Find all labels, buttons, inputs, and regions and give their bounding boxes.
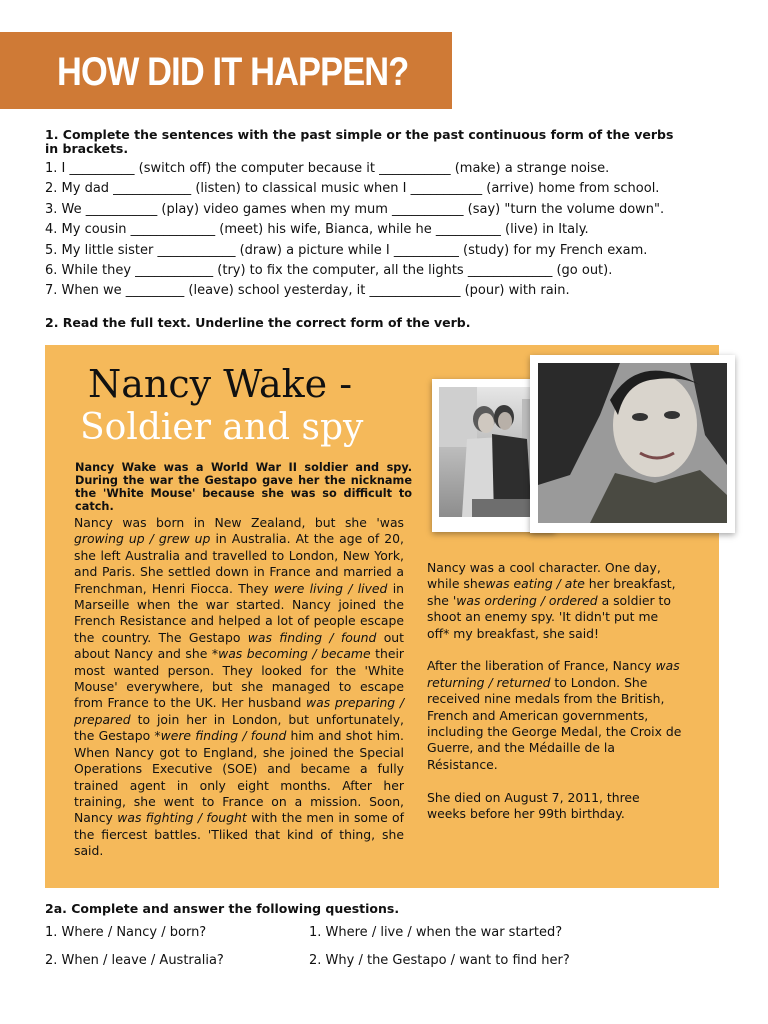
list-item: 1. Where / live / when the war started? bbox=[309, 925, 563, 940]
list-item: 2. When / leave / Australia? bbox=[45, 953, 224, 968]
text: After the liberation of France, Nancy bbox=[427, 658, 656, 674]
article-body-right bbox=[427, 560, 682, 839]
article-intro: Nancy Wake was a World War II soldier and spy. During the war the Gestapo gave her the nickname the 'White Mouse' because she was so difficult to catch. bbox=[75, 461, 412, 513]
page-title: HOW DID IT HAPPEN? bbox=[57, 50, 409, 94]
text: their most wanted person. They looked for the 'White Mouse' everywhere, but she managed to escape from France to the UK. Her husband bbox=[74, 646, 404, 711]
article-body-left bbox=[74, 515, 404, 860]
list-item: 1. Where / Nancy / born? bbox=[45, 925, 207, 940]
questions-left bbox=[45, 924, 224, 980]
portrait-photo bbox=[530, 355, 735, 533]
exercise-2a-instruction: 2a. Complete and answer the following questions. bbox=[45, 901, 400, 916]
text: him and shot him. When Nancy got to England, she joined the Special Operations Executive (SOE) and became a fully trained agent in only eight months. After her training, she went to France on a mission. Soon, Nancy bbox=[74, 728, 404, 826]
text: her breakfast, she bbox=[427, 576, 676, 608]
exercise-1-instruction: 1. Complete the sentences with the past simple or the past continuous form of the verbs in brackets. bbox=[45, 127, 674, 156]
text: Nancy was born in New Zealand, but she 'was bbox=[74, 515, 404, 530]
exercise-1-list bbox=[45, 159, 664, 302]
list-item: 3. We ___________ (play) video games when my mum ___________ (say) "turn the volume down". bbox=[45, 201, 665, 217]
verb-choice: 'was ordering / ordered bbox=[452, 592, 598, 608]
exercise-2-instruction: 2. Read the full text. Underline the correct form of the verb. bbox=[45, 315, 471, 330]
text: with the men in some of the fiercest battles. 'Tliked that kind of thing, she said. bbox=[74, 810, 404, 859]
verb-choice: was becoming / became bbox=[218, 646, 371, 662]
text: Nancy was a cool character. One day, while she bbox=[427, 560, 661, 592]
text: in Australia. At the age of 20, she left Australia and travelled to London, New York, and Paris. She settled down in France and married a Frenchman, Henri Fiocca. They bbox=[74, 531, 404, 596]
text: to join her in London, but unfortunately, the Gestapo * bbox=[74, 711, 404, 744]
list-item: 7. When we _________ (leave) school yesterday, it ______________ (pour) with rain. bbox=[45, 283, 570, 299]
list-item: 2. Why / the Gestapo / want to find her? bbox=[309, 953, 570, 968]
verb-choice: were living / lived bbox=[273, 580, 388, 596]
article-subtitle: Soldier and spy bbox=[80, 407, 364, 448]
verb-choice: was eating / ate bbox=[485, 576, 585, 592]
verb-choice: was fighting / fought bbox=[117, 810, 247, 826]
list-item: 5. My little sister ____________ (draw) a picture while I __________ (study) for my French exam. bbox=[45, 242, 648, 258]
article-paragraph bbox=[427, 658, 682, 773]
list-item: 6. While they ____________ (try) to fix the computer, all the lights _____________ (go out). bbox=[45, 262, 613, 278]
article-paragraph bbox=[427, 560, 682, 642]
verb-choice: growing up / grew up bbox=[74, 531, 211, 547]
text: out about Nancy and she * bbox=[74, 629, 405, 662]
list-item: 4. My cousin _____________ (meet) his wife, Bianca, while he __________ (live) in Italy. bbox=[45, 222, 589, 238]
text: a soldier to shoot an enemy spy. 'It didn't put me off* my breakfast, she said! bbox=[427, 592, 671, 641]
text: in Marseille when the war started. Nancy joined the French Resistance and helped a lot of people escape the country. The Gestapo bbox=[74, 580, 404, 645]
article-title: Nancy Wake - bbox=[88, 362, 353, 406]
portrait-photo-image bbox=[530, 355, 735, 533]
verb-choice: was finding / found bbox=[247, 629, 377, 645]
text: to London. She received nine medals from the British, French and American governments, including the George Medal, the Croix de Guerre, and the Médaille de la Résistance. bbox=[427, 674, 682, 772]
article-paragraph: She died on August 7, 2011, three weeks before her 99th birthday. bbox=[427, 789, 640, 822]
verb-choice: was returning / returned bbox=[427, 658, 680, 690]
verb-choice: was preparing / prepared bbox=[74, 695, 405, 727]
verb-choice: were finding / found bbox=[160, 728, 287, 744]
questions-right bbox=[309, 924, 570, 980]
list-item: 2. My dad ____________ (listen) to classical music when I ___________ (arrive) home from school. bbox=[45, 181, 660, 197]
list-item: 1. I __________ (switch off) the computer because it ___________ (make) a strange noise. bbox=[45, 161, 610, 176]
